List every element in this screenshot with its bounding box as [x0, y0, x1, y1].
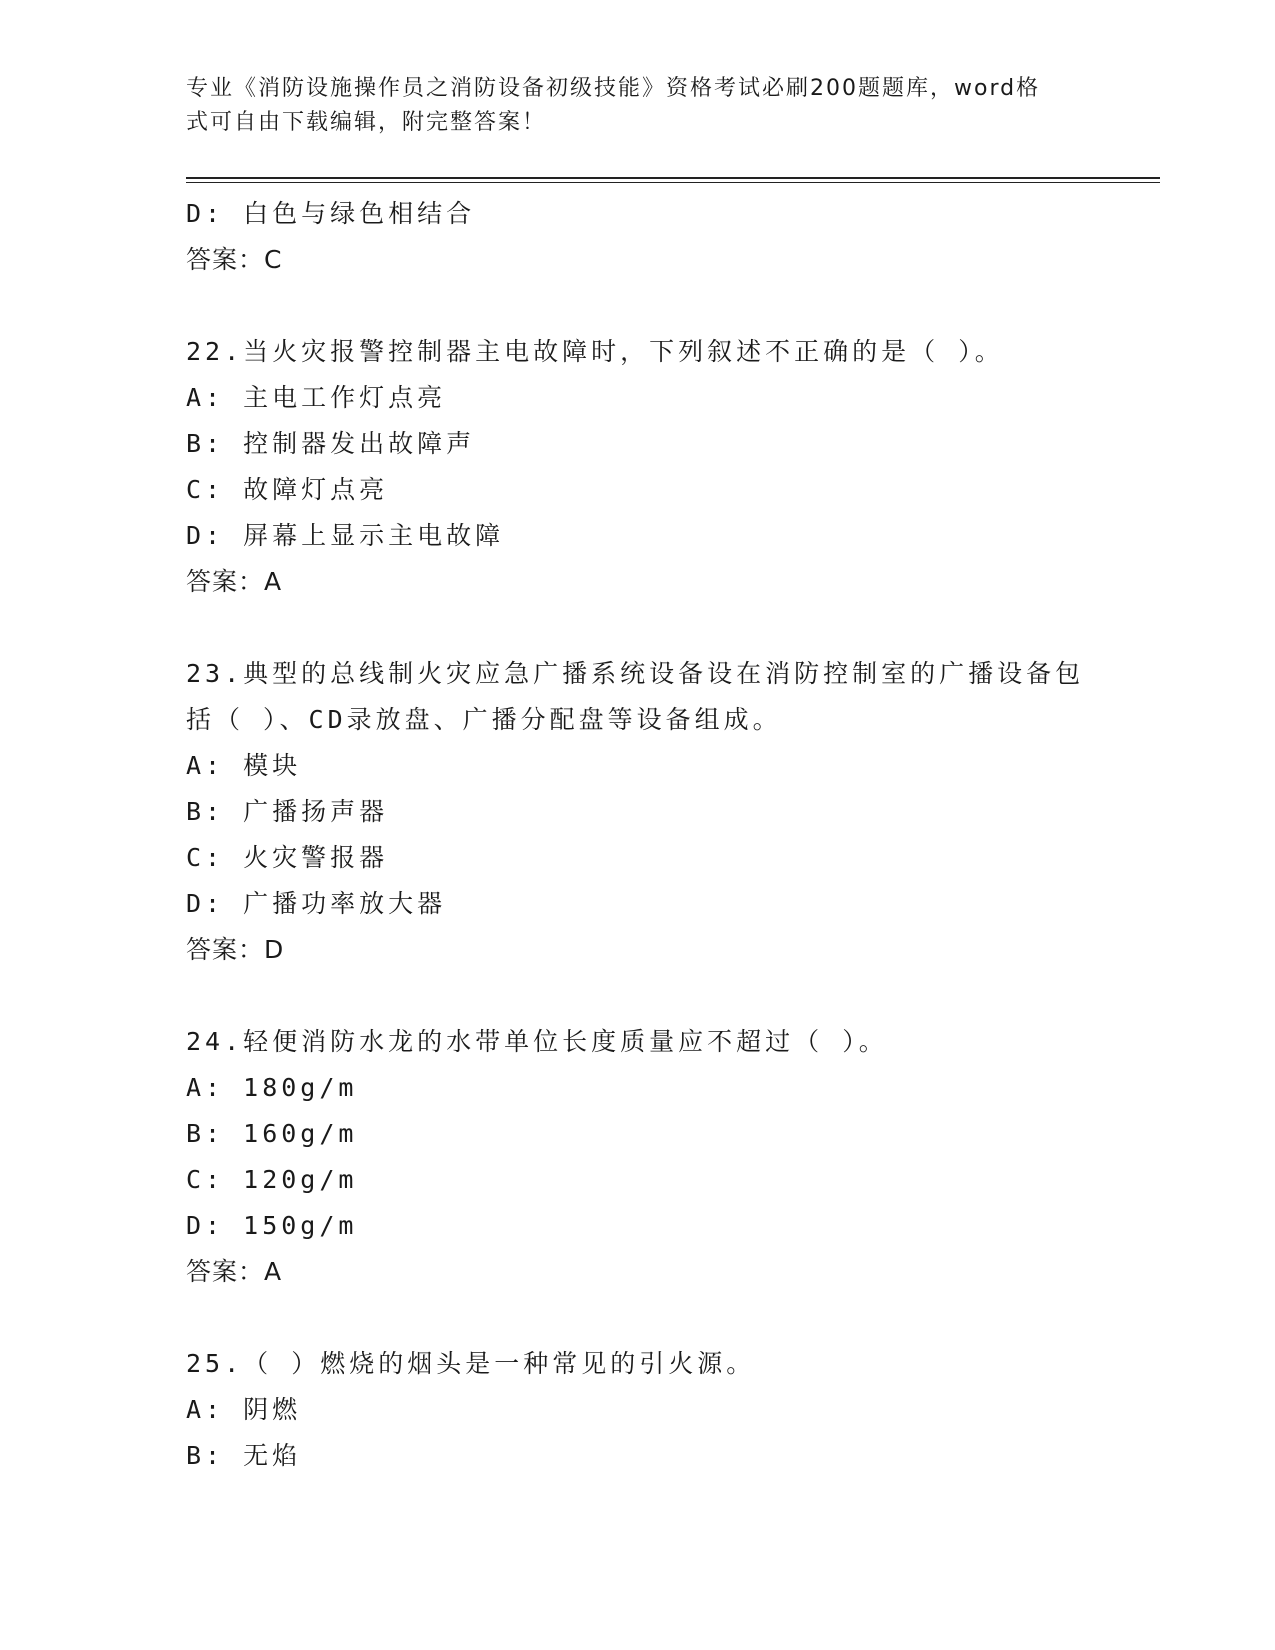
option-d: D: 广播功率放大器 [186, 889, 447, 918]
option-a: A: 180g/m [186, 1073, 358, 1102]
question-list [186, 191, 1086, 1479]
answer: 答案：A [186, 1257, 283, 1286]
option-d: D: 150g/m [186, 1211, 358, 1240]
option-d: D: 白色与绿色相结合 [186, 199, 476, 228]
spacer [186, 973, 1086, 1019]
option-d: D: 屏幕上显示主电故障 [186, 521, 505, 550]
question-text-cont: 括（ ）、CD录放盘、广播分配盘等设备组成。 [186, 705, 782, 734]
document-header [186, 72, 1066, 140]
question-25 [186, 1341, 1086, 1479]
option-a: A: 主电工作灯点亮 [186, 383, 447, 412]
question-22 [186, 329, 1086, 605]
header-rule-thick [186, 177, 1160, 179]
answer: 答案：C [186, 245, 283, 274]
option-b: B: 无焰 [186, 1441, 302, 1470]
option-b: B: 160g/m [186, 1119, 358, 1148]
question-text: 22.当火灾报警控制器主电故障时，下列叙述不正确的是（ ）。 [186, 337, 1004, 366]
question-text: 24.轻便消防水龙的水带单位长度质量应不超过（ ）。 [186, 1027, 888, 1056]
spacer [186, 605, 1086, 651]
option-c: C: 故障灯点亮 [186, 475, 389, 504]
option-c: C: 120g/m [186, 1165, 358, 1194]
answer: 答案：A [186, 567, 283, 596]
option-a: A: 阴燃 [186, 1395, 302, 1424]
question-23 [186, 651, 1086, 973]
spacer [186, 283, 1086, 329]
header-line-2: 式可自由下载编辑，附完整答案！ [186, 110, 547, 135]
answer: 答案：D [186, 935, 285, 964]
option-b: B: 控制器发出故障声 [186, 429, 476, 458]
option-a: A: 模块 [186, 751, 302, 780]
option-c: C: 火灾警报器 [186, 843, 389, 872]
header-rule-thin [186, 182, 1160, 183]
option-b: B: 广播扬声器 [186, 797, 389, 826]
question-24 [186, 1019, 1086, 1295]
question-text: 25.（ ）燃烧的烟头是一种常见的引火源。 [186, 1349, 756, 1378]
question-text: 23.典型的总线制火灾应急广播系统设备设在消防控制室的广播设备包 [186, 659, 1085, 688]
spacer [186, 1295, 1086, 1341]
header-line-1: 专业《消防设施操作员之消防设备初级技能》资格考试必刷200题题库，word格 [186, 76, 1041, 101]
